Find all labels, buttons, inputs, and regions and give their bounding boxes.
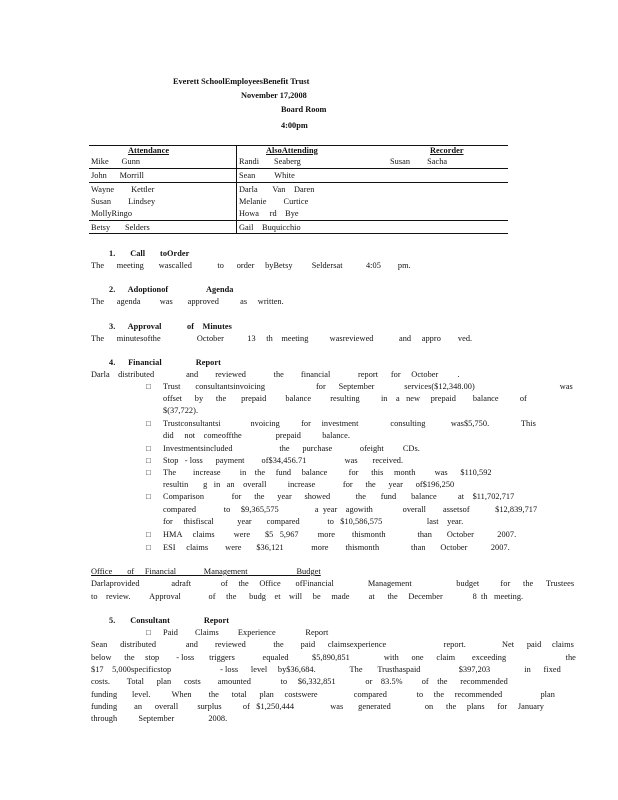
also-attending-name: Randi Seaberg	[239, 157, 301, 166]
attendance-header: Attendance	[128, 146, 170, 155]
financial-bullet-line: Comparison for the year showed the fund balance at $11,702,717	[163, 492, 515, 501]
financial-bullet-line: $(37,722).	[163, 406, 199, 415]
attendee-name: MollyRingo	[91, 209, 133, 218]
also-attending-header: AlsoAttending	[266, 146, 318, 155]
checkbox-bullet-icon: □	[146, 530, 151, 539]
consultant-body-line: Sean distributed and reviewed the paid claimsexperience report. Net paid claims	[91, 640, 574, 649]
financial-bullet-line: offset by the prepaid balance resulting in a new prepaid balance of	[163, 394, 527, 403]
checkbox-bullet-icon: □	[146, 628, 151, 637]
meeting-date: November 17,2008	[241, 91, 307, 100]
section-minutes-title: 3. Approval of Minutes	[109, 322, 232, 331]
financial-bullet-line: Trust consultantsinvoicing for September services($12,348.00) was	[163, 382, 573, 391]
section-financial-title: 4. Financial Report	[109, 358, 221, 367]
meeting-time: 4:00pm	[281, 121, 308, 130]
also-attending-name: Melanie Curtice	[239, 197, 309, 206]
consultant-body-line: funding an overall surplus of $1,250,444 was generated on the plans for January	[91, 702, 544, 711]
attendee-name: Betsy Selders	[91, 223, 150, 232]
financial-bullet-line: compared to $9,365,575 a year agowith overall assetsof $12,839,717	[163, 505, 538, 514]
also-attending-name: Howa rd Bye	[239, 209, 299, 218]
section-financial-intro: Darla distributed and reviewed the financial report for October .	[91, 370, 460, 379]
checkbox-bullet-icon: □	[146, 492, 151, 501]
attendee-name: John Morrill	[91, 171, 144, 180]
financial-bullet-line: HMA claims were $5 5,967 more thismonth than October 2007.	[163, 530, 517, 539]
financial-bullet-line: resultin g in an overall increase for the year of$196,250	[163, 480, 455, 489]
checkbox-bullet-icon: □	[146, 543, 151, 552]
attendee-name: Wayne Kettler	[91, 185, 155, 194]
section-agenda-title: 2. Adoptionof Agenda	[109, 285, 234, 294]
financial-bullet-line: for thisfiscal year compared to $10,586,575 last year.	[163, 517, 464, 526]
consultant-body-line: below the stop - loss triggers equaled $5,890,851 with one claim exceeding the	[91, 653, 576, 662]
consultant-body-line: costs. Total plan costs amounted to $6,332,851 or 83.5% of the recommended	[91, 677, 508, 686]
section-consultant-title: 5. Consultant Report	[109, 616, 230, 625]
financial-bullet-line: Investmentsincluded the purchase ofeight CDs.	[163, 444, 420, 453]
meeting-location: Board Room	[281, 105, 327, 114]
section-agenda-body: The agenda was approved as written.	[91, 297, 284, 306]
financial-bullet-line: did not comeoffthe prepaid balance.	[163, 431, 351, 440]
checkbox-bullet-icon: □	[146, 468, 151, 477]
consultant-bullet: Paid Claims Experience Report	[163, 628, 329, 637]
also-attending-name: Sean White	[239, 171, 295, 180]
also-attending-name: Gail Buquicchio	[239, 223, 301, 232]
checkbox-bullet-icon: □	[146, 456, 151, 465]
financial-bullet-line: The increase in the fund balance for this month was $110,592	[163, 468, 492, 477]
consultant-body-line: through September 2008.	[91, 714, 228, 723]
ofm-budget-line: to review. Approval of the budg et will be made at the December 8 th meeting.	[91, 592, 524, 601]
section-call-to-order-body: The meeting wascalled to order byBetsy Seldersat 4:05 pm.	[91, 261, 411, 270]
ofm-budget-line: Darlaprovided adraft of the Office ofFinancial Management budget for the Trustees	[91, 579, 575, 588]
ofm-budget-title: Office of Financial Management Budget	[91, 567, 321, 576]
consultant-body-line: $17 5,000specificstop - loss level by$36,684. The Trusthaspaid $397,203 in fixed	[91, 665, 561, 674]
financial-bullet-line: ESI claims were $36,121 more thismonth than October 2007.	[163, 543, 510, 552]
recorder-header: Recorder	[430, 146, 464, 155]
attendee-name: Susan Lindsey	[91, 197, 156, 206]
checkbox-bullet-icon: □	[146, 444, 151, 453]
recorder-name: Susan Sacha	[390, 157, 448, 166]
checkbox-bullet-icon: □	[146, 382, 151, 391]
checkbox-bullet-icon: □	[146, 419, 151, 428]
trust-name-line: Everett SchoolEmployeesBenefit Trust	[173, 77, 310, 86]
section-minutes-body: The minutesofthe October 13 th meeting wasreviewed and appro ved.	[91, 334, 473, 343]
section-call-to-order-title: 1. Call toOrder	[109, 249, 190, 258]
attendee-name: Mike Gunn	[91, 157, 141, 166]
consultant-body-line: funding level. When the total plan costswere compared to the recommended plan	[91, 690, 555, 699]
financial-bullet-line: Trustconsultantsi nvoicing for investment consulting was$5,750. This	[163, 419, 536, 428]
financial-bullet-line: Stop - loss payment of$34,456.71 was received.	[163, 456, 404, 465]
also-attending-name: Darla Van Daren	[239, 185, 315, 194]
